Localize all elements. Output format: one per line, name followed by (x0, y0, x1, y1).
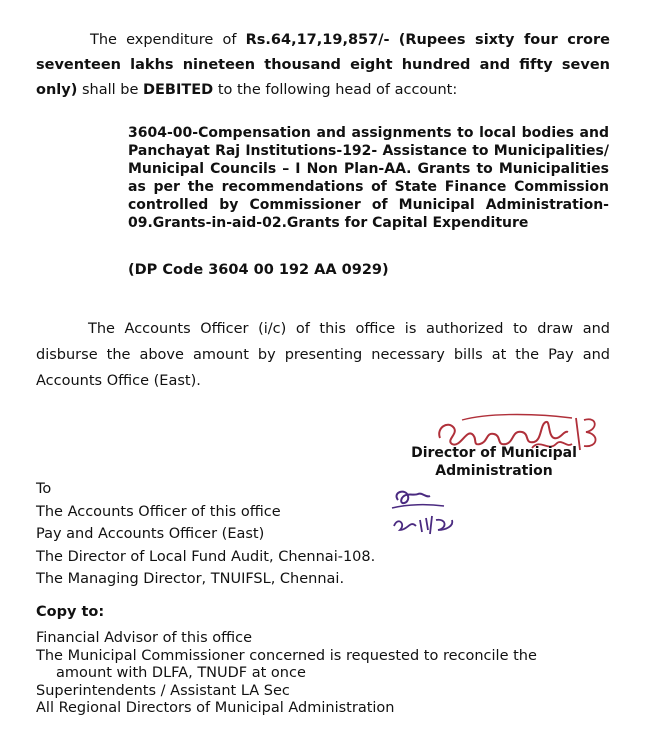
recipients-block (36, 478, 456, 591)
recipient-line: The Managing Director, TNUIFSL, Chennai. (36, 571, 345, 587)
signatory-block (394, 444, 594, 480)
copy-line: Superintendents / Assistant LA Sec (36, 682, 290, 699)
expenditure-middle: shall be (77, 82, 143, 98)
signatory-line-2: Administration (435, 463, 553, 479)
authorization-text: The Accounts Officer (i/c) of this office is authorized to draw and disburse the above amount by presenting necessary bills at the Pay and Accounts Office (East). (36, 321, 610, 389)
copy-to-label: Copy to: (36, 604, 105, 620)
signatory-line-1: Director of Municipal (411, 445, 577, 461)
authorization-paragraph (36, 316, 610, 394)
copy-to-block (36, 630, 616, 718)
head-of-account: 3604-00-Compensation and assignments to local bodies and Panchayat Raj Institutions-192- Assistance to Municipalities/ Municipal Councils – I Non Plan-AA. Grants to Municipalities as per the recommendations of State Finance Commission controlled by Commissioner of Municipal Administration- 09.Grants-in-aid-02.Grants for Capital Expenditure (128, 125, 609, 231)
expenditure-amount: Rs.64,17,19,857/- (245, 32, 390, 48)
expenditure-intro: The expenditure of (90, 32, 246, 48)
copy-line: Financial Advisor of this office (36, 630, 253, 646)
dp-code: (DP Code 3604 00 192 AA 0929) (128, 262, 389, 278)
copy-line: All Regional Directors of Municipal Administration (36, 700, 395, 716)
recipient-line: The Director of Local Fund Audit, Chennai-108. (36, 548, 376, 565)
amount-in-words: (Rupees sixty four crore seventeen lakhs nineteen thousand eight hundred and fifty seven only) (36, 32, 610, 98)
to-label: To (36, 481, 52, 497)
copy-line: The Municipal Commissioner concerned is requested to reconcile the (36, 647, 537, 664)
expenditure-tail: to the following head of account: (213, 82, 458, 98)
expenditure-paragraph (36, 28, 610, 103)
debited-keyword: DEBITED (142, 82, 214, 98)
copy-line-continuation: amount with DLFA, TNUDF at once (56, 665, 306, 681)
recipient-line: Pay and Accounts Officer (East) (36, 526, 265, 542)
recipient-line: The Accounts Officer of this office (36, 503, 281, 520)
